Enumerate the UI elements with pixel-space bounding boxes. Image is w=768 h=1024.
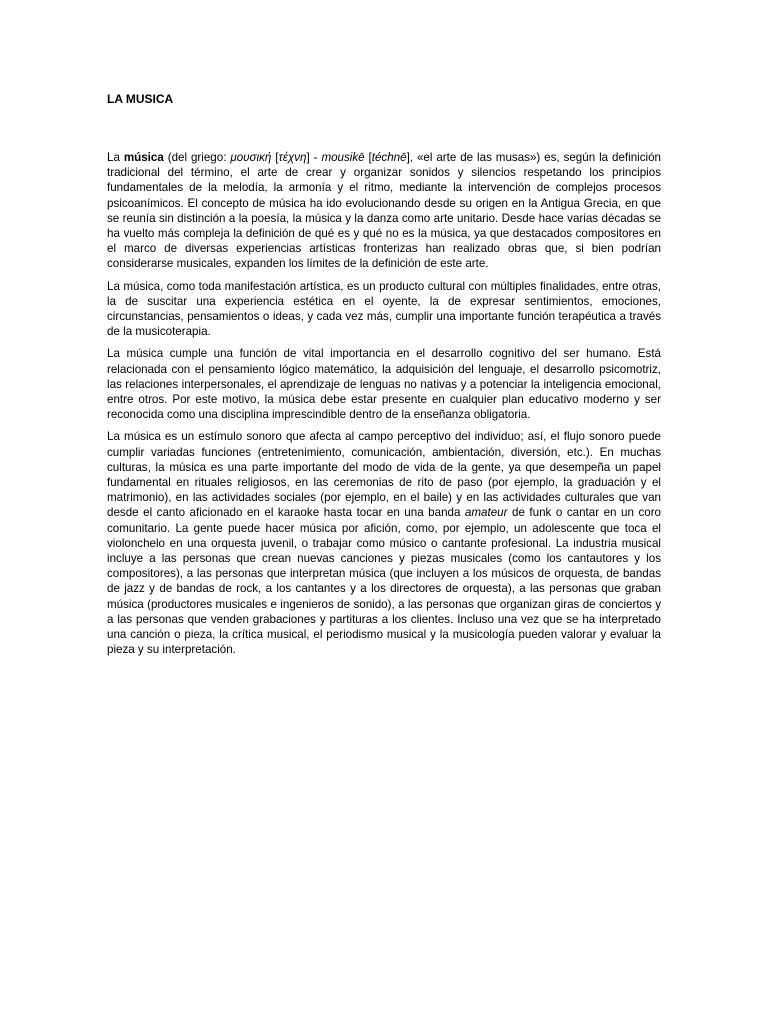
document-title: LA MUSICA xyxy=(107,92,174,106)
document-page xyxy=(107,92,661,665)
p1-translit-mousike: mousikē xyxy=(321,151,365,164)
paragraph-1 xyxy=(107,150,661,272)
paragraph-2: La música, como toda manifestación artística, es un producto cultural con múltiples finalidades, entre otras, la de suscitar una experiencia estética en el oyente, la de expresar sentimientos, emociones, circunstancias, pensamientos o ideas, y cada vez más, cumplir una importante función terapéutica a través de la musicoterapia. xyxy=(107,279,661,339)
p4-text-a: La música es un estímulo sonoro que afecta al campo perceptivo del individuo; así, el flujo sonoro puede cumplir variadas funciones (entretenimiento, comunicación, ambientación, diversión, etc.). En muchas culturas, la música es una parte importante del modo de vida de la gente, ya que desempeña un papel fundamental en rituales religiosos, en las ceremonias de rito de paso (por ejemplo, la graduación y el matrimonio), en las actividades sociales (por ejemplo, en el baile) y en las actividades culturales que van desde el canto aficionado en el karaoke hasta tocar en una banda xyxy=(107,430,661,520)
p1-greek-techne: τέχνη xyxy=(278,151,307,164)
paragraph-3: La música cumple una función de vital importancia en el desarrollo cognitivo del ser humano. Está relacionada con el pensamiento lógico matemático, la adquisición del lenguaje, el desarrollo psicomotriz, las relaciones interpersonales, el aprendizaje de lenguas no nativas y a potenciar la inteligencia emocional, entre otros. Por este motivo, la música debe estar presente en cualquier plan educativo moderno y ser reconocida como una disciplina imprescindible dentro de la enseñanza obligatoria. xyxy=(107,347,661,422)
p1-text-k: ], «el arte de las musas») es, según la definición tradicional del término, el arte de crear y organizar sonidos y silencios respetando los principios fundamentales de la melodía, la armonía y el ritmo, mediante la intervención de complejos procesos psicoanímicos. El concepto de música ha ido evolucionando desde su origen en la Antigua Grecia, en que se reunía sin distinción a la poesía, la música y la danza como arte unitario. Desde hace varias décadas se ha vuelto más compleja la definición de qué es y qué no es la música, ya que destacados compositores en el marco de diversas experiencias artísticas fronterizas han realizado obras que, si bien podrían considerarse musicales, expanden los límites de la definición de este arte. xyxy=(107,151,662,271)
p1-text-c: (del griego: xyxy=(163,151,231,164)
p1-text-g: ] - xyxy=(306,151,322,164)
p1-translit-techne: téchnē xyxy=(371,151,407,164)
p4-term-amateur: amateur xyxy=(464,506,508,520)
p1-text-i: [ xyxy=(364,151,372,164)
p1-text-a: La xyxy=(107,151,124,164)
p4-text-c: de funk o cantar en un coro comunitario. La gente puede hacer música por afición, como, por ejemplo, un adolescente que toca el violonchelo en una orquesta juvenil, o trabajar como músico o cantante profesional. La industria musical incluye a las personas que crean nuevas canciones y piezas musicales (como los cantautores y los compositores), a las personas que interpretan música (que incluyen a los músicos de orquesta, de bandas de jazz y de bandas de rock, a los cantantes y a los directores de orquesta), a las personas que graban música (productores musicales e ingenieros de sonido), a las personas que organizan giras de conciertos y a las personas que venden grabaciones y partituras a los clientes. Incluso una vez que se ha interpretado una canción o pieza, la crítica musical, el periodismo musical y la musicología pueden valorar y evaluar la pieza y su interpretación. xyxy=(107,506,662,657)
p1-term-musica: música xyxy=(123,151,164,164)
p1-greek-mousike: μουσική xyxy=(230,151,272,164)
p1-text-e: [ xyxy=(271,151,279,164)
paragraph-4 xyxy=(107,429,661,657)
